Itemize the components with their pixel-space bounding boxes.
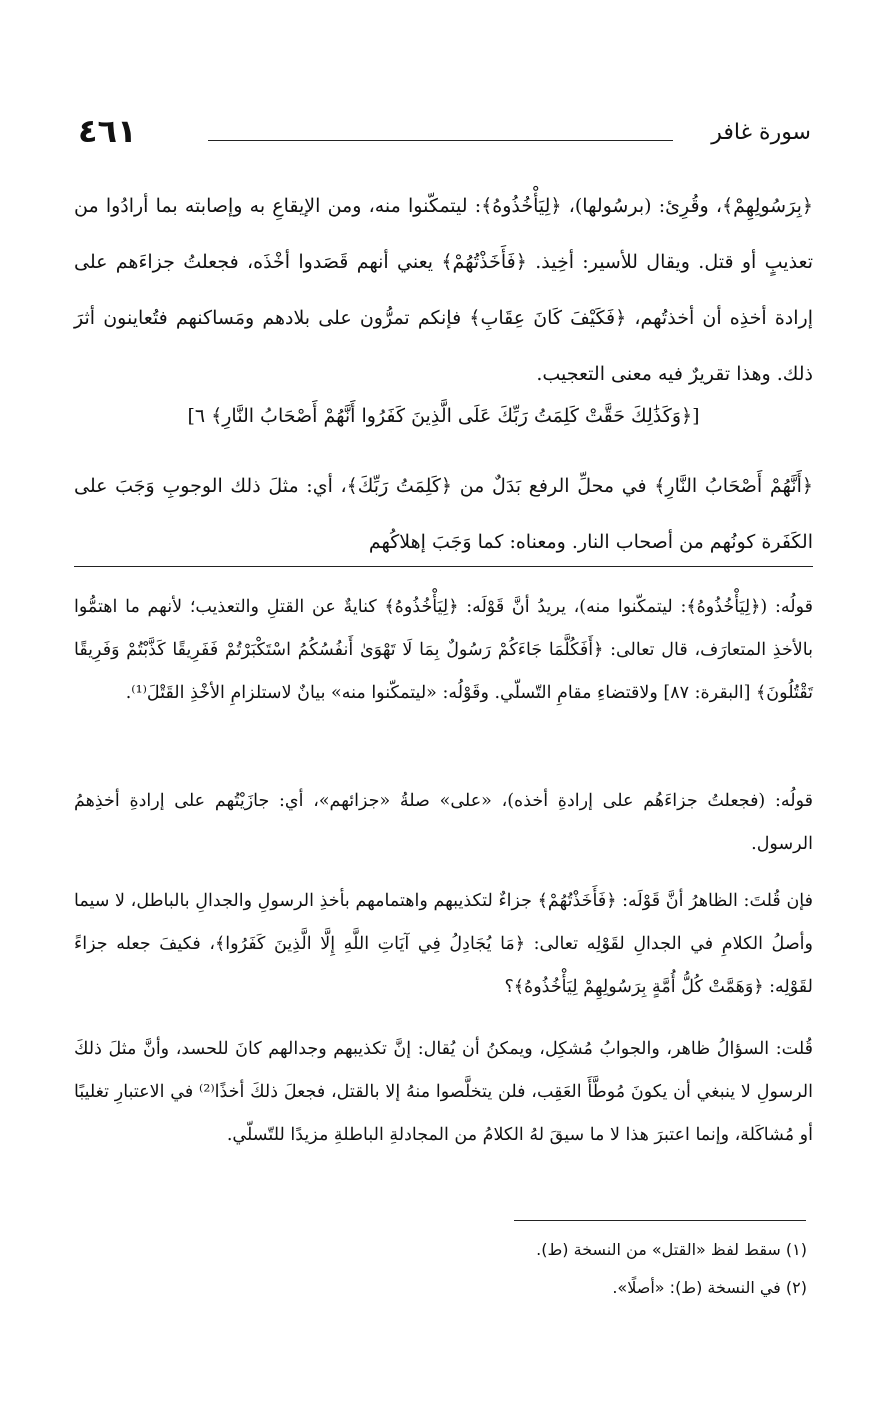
tafsir-paragraph-2 bbox=[74, 458, 813, 570]
quran-verse bbox=[74, 388, 813, 444]
page-number: ٤٦١ bbox=[78, 112, 137, 150]
commentary-paragraph-3 bbox=[74, 880, 813, 1009]
commentary-text: قولُه: (﴿لِيَأْخُذُوهُ﴾: ليتمكّنوا منه)، يريدُ أنَّ قَوْلَه: ﴿لِيَأْخُذُوهُ﴾ كنايةٌ عن القتلِ والتعذيب؛ لأنهم ما اهتمُّوا بالأخذِ المتعارَف، قال تعالى: ﴿أَفَكُلَّمَا جَاءَكُمْ رَسُولٌ بِمَا لَا تَهْوَىٰ أَنفُسُكُمُ اسْتَكْبَرْتُمْ فَفَرِيقًا كَذَّبْتُمْ وَفَرِيقًا تَقْتُلُونَ﴾ [البقرة: ٨٧] ولاقتضاءِ مقامِ التّسلّي. وقَوْلُه: «ليتمكّنوا منه» بيانٌ لاستلزامِ الأخْذِ القَتْلَ⁽¹⁾. bbox=[74, 597, 813, 703]
footnote-rule bbox=[514, 1220, 806, 1221]
page-header bbox=[78, 112, 811, 160]
commentary-text: فإن قُلتَ: الظاهرُ أنَّ قَوْلَه: ﴿فَأَخَذْتُهُمْ﴾ جزاءٌ لتكذيبهم واهتمامهم بأخذِ الرسولِ والجدالِ بالباطل، لا سيما وأصلُ الكلامِ في الجدالِ لقَوْلِه تعالى: ﴿مَا يُجَادِلُ فِي آيَاتِ اللَّهِ إِلَّا الَّذِينَ كَفَرُوا﴾، فكيفَ جعله جزاءً لقَوْلِه: ﴿وَهَمَّتْ كُلُّ أُمَّةٍ بِرَسُولِهِمْ لِيَأْخُذُوهُ﴾؟ bbox=[74, 891, 813, 997]
commentary-text: قُلت: السؤالُ ظاهر، والجوابُ مُشكِل، ويمكنُ أن يُقال: إنَّ تكذيبهم وجدالهم كانَ للحسد، وأنَّ مثلَ ذلكَ الرسولِ لا ينبغي أن يكونَ مُوطَّأَ العَقِب، فلن يتخلَّصوا منهُ إلا بالقتل، فجعلَ ذلكَ أخذًا⁽²⁾ في الاعتبارِ تغليبًا أو مُشاكَلة، وإنما اعتبرَ هذا لا ما سيقَ لهُ الكلامُ من المجادلةِ الباطلةِ مزيدًا للتّسلّي. bbox=[74, 1039, 813, 1145]
commentary-paragraph-2 bbox=[74, 780, 813, 866]
tafsir-text: ﴿أَنَّهُمْ أَصْحَابُ النَّارِ﴾ في محلِّ الرفع بَدَلٌ من ﴿كَلِمَتُ رَبِّكَ﴾، أي: مثلَ ذلك الوجوبِ وَجَبَ على الكَفَرة كونُهم من أصحاب النار. ومعناه: كما وَجَبَ إهلاكُهم bbox=[74, 475, 813, 553]
verse-text: [﴿وَكَذَٰلِكَ حَقَّتْ كَلِمَتُ رَبِّكَ عَلَى الَّذِينَ كَفَرُوا أَنَّهُمْ أَصْحَابُ النَّارِ﴾ ٦] bbox=[187, 405, 700, 427]
commentary-paragraph-4 bbox=[74, 1028, 813, 1157]
tafsir-paragraph-1 bbox=[74, 178, 813, 402]
tafsir-text: ﴿بِرَسُولِهِمْ﴾، وقُرِئ: (برسُولها)، ﴿لِيَأْخُذُوهُ﴾: ليتمكّنوا منه، ومن الإيقاعِ به وإصابته بما أرادُوا من تعذيبٍ أو قتل. ويقال للأسير: أخِيذ. ﴿فَأَخَذْتُهُمْ﴾ يعني أنهم قَصَدوا أخْذَه، فجعلتُ جزاءَهم على إرادة أخذِه أن أخذتُهم، ﴿فَكَيْفَ كَانَ عِقَابِ﴾ فإنكم تمرُّون على بلادهم ومَساكنهم فتُعاينون أثرَ ذلك. وهذا تقريرٌ فيه معنى التعجيب. bbox=[74, 195, 813, 385]
footnote-1: (١) سقط لفظ «القتل» من النسخة (ط). bbox=[536, 1240, 807, 1259]
footnote-2: (٢) في النسخة (ط): «أصلًا». bbox=[612, 1278, 807, 1297]
commentary-text: قولُه: (فجعلتُ جزاءَهُم على إرادةِ أخذه)، «على» صلةُ «جزائهم»، أي: جازَيْتُهم على إرادةِ أخذِهمُ الرسول. bbox=[74, 791, 813, 854]
surah-name: سورة غافر bbox=[711, 120, 811, 145]
commentary-paragraph-1 bbox=[74, 586, 813, 715]
header-rule bbox=[208, 140, 673, 141]
commentary-separator bbox=[74, 566, 813, 567]
